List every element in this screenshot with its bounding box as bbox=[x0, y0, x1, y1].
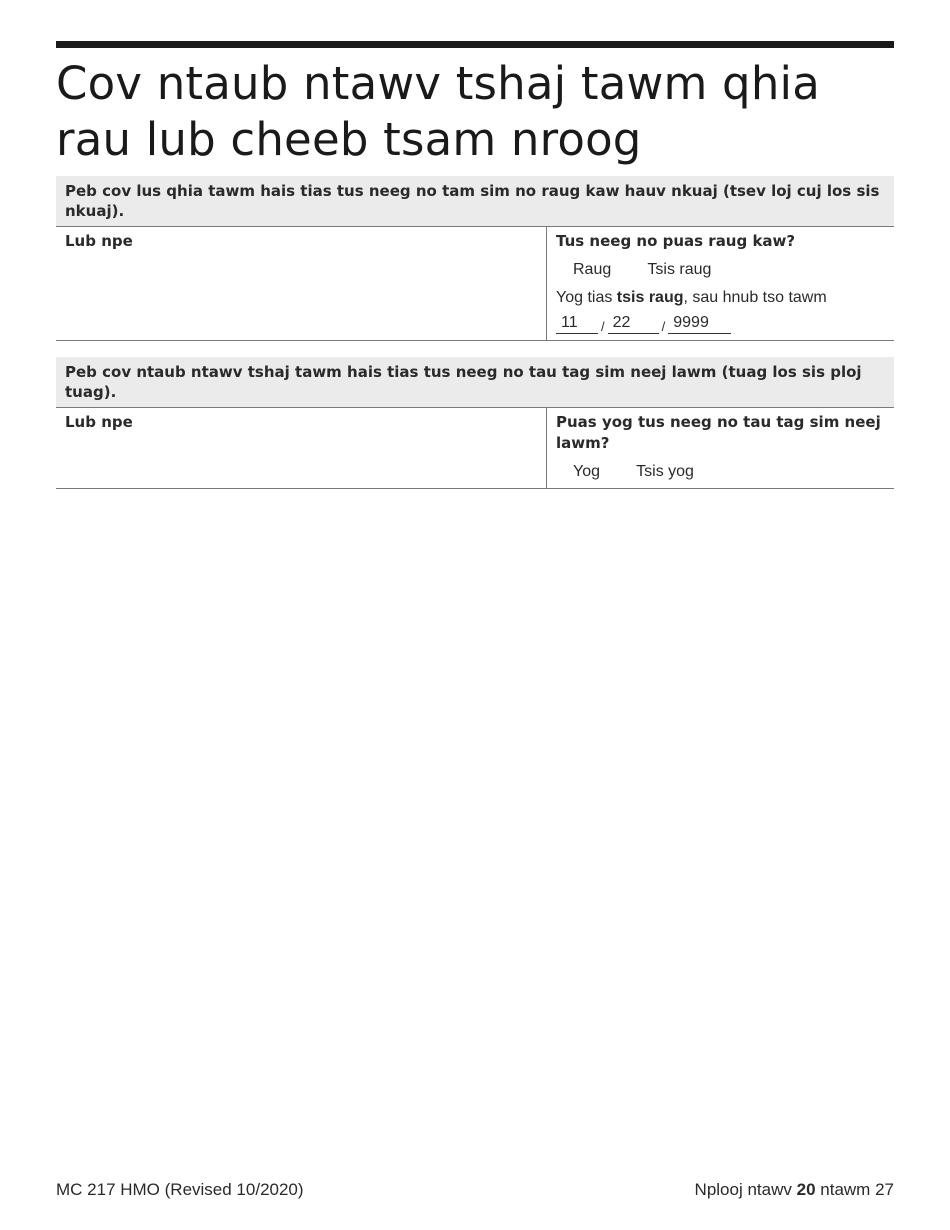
deceased-option-yes[interactable]: Yog bbox=[573, 463, 600, 480]
release-note-bold: tsis raug bbox=[616, 289, 684, 306]
deceased-question: Puas yog tus neeg no tau tag sim neej lawm? bbox=[556, 413, 881, 452]
document-page bbox=[56, 41, 894, 489]
release-date-day[interactable]: 22 bbox=[608, 314, 659, 334]
deceased-section-header: Peb cov ntaub ntawv tshaj tawm hais tias tus neeg no tau tag sim neej lawm (tuag los sis ploj tuag). bbox=[56, 357, 894, 408]
deceased-question-cell bbox=[547, 408, 894, 488]
incarceration-option-no[interactable]: Tsis raug bbox=[647, 261, 712, 278]
page-total: 27 bbox=[875, 1180, 894, 1199]
top-rule bbox=[56, 41, 894, 48]
incarceration-section bbox=[56, 176, 894, 341]
incarceration-name-cell[interactable] bbox=[56, 227, 547, 340]
form-id: MC 217 HMO (Revised 10/2020) bbox=[56, 1180, 304, 1199]
page-middle: ntawm bbox=[820, 1180, 871, 1199]
incarceration-row bbox=[56, 227, 894, 341]
date-separator: / bbox=[661, 319, 666, 334]
release-note-suffix: , sau hnub tso tawm bbox=[683, 289, 827, 306]
release-date-month[interactable]: 11 bbox=[556, 314, 598, 334]
page-current: 20 bbox=[796, 1180, 816, 1199]
incarceration-question-cell bbox=[547, 227, 894, 340]
deceased-name-cell[interactable] bbox=[56, 408, 547, 488]
page-title: Cov ntaub ntawv tshaj tawm qhia rau lub cheeb tsam nroog bbox=[56, 57, 821, 166]
incarceration-options bbox=[556, 260, 885, 280]
incarceration-question: Tus neeg no puas raug kaw? bbox=[556, 232, 796, 250]
incarceration-name-label: Lub npe bbox=[65, 232, 133, 250]
incarceration-option-yes[interactable]: Raug bbox=[573, 261, 612, 278]
release-date-field bbox=[556, 312, 885, 334]
page-number bbox=[695, 1180, 894, 1200]
deceased-options bbox=[556, 462, 885, 482]
deceased-name-label: Lub npe bbox=[65, 413, 133, 431]
release-date-note bbox=[556, 288, 885, 308]
page-prefix: Nplooj ntawv bbox=[694, 1180, 792, 1199]
deceased-option-no[interactable]: Tsis yog bbox=[636, 463, 694, 480]
release-date-year[interactable]: 9999 bbox=[668, 314, 731, 334]
deceased-row bbox=[56, 408, 894, 489]
deceased-section bbox=[56, 357, 894, 489]
date-separator: / bbox=[601, 319, 605, 334]
incarceration-section-header: Peb cov lus qhia tawm hais tias tus neeg no tam sim no raug kaw hauv nkuaj (tsev loj cuj los sis nkuaj). bbox=[56, 176, 894, 227]
release-note-prefix: Yog tias bbox=[556, 289, 613, 306]
